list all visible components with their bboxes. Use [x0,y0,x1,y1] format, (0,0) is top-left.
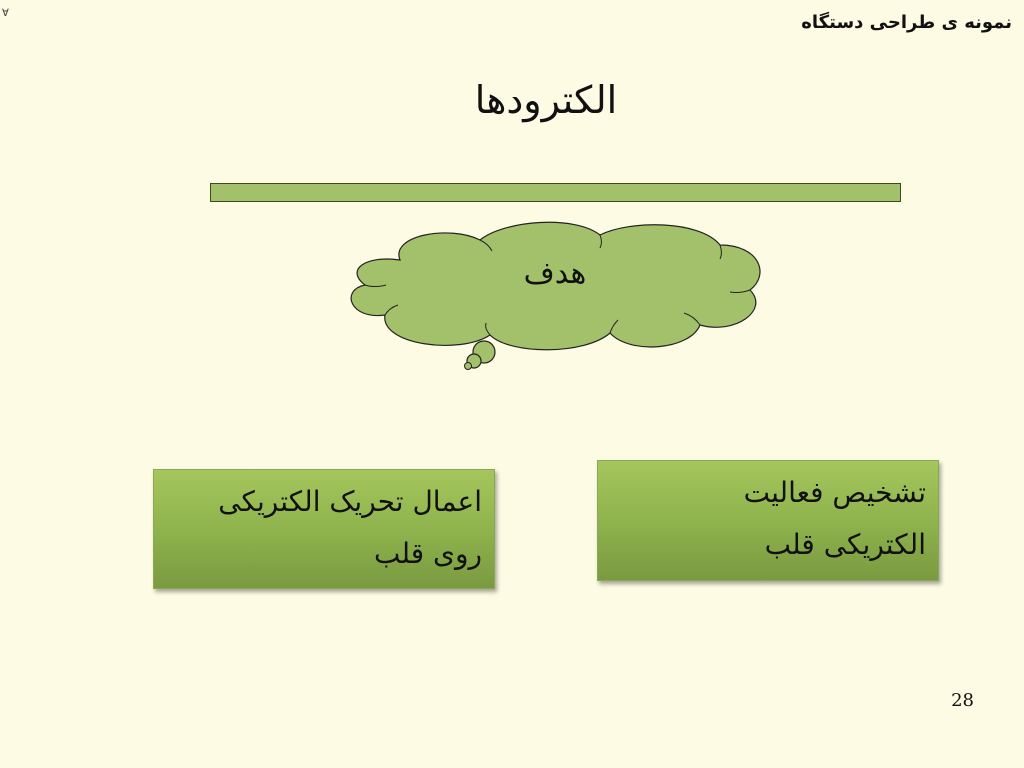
box-right-line1: تشخیص فعالیت [743,476,926,509]
box-detect-activity [597,460,939,581]
box-left-line1: اعمال تحریک الکتریکی [218,485,482,518]
header-title: نمونه ی طراحی دستگاه [801,12,1012,33]
slide-title: الکترودها [474,78,618,122]
box-right-line2: الکتریکی قلب [764,528,926,561]
corner-mark: ∀ [2,8,9,19]
thought-cloud-shape [340,215,770,375]
page-number: 28 [951,690,974,711]
cloud-label: هدف [523,256,587,291]
box-apply-stimulation [153,469,495,589]
box-left-line2: روی قلب [373,537,482,570]
divider-bar [210,183,901,202]
